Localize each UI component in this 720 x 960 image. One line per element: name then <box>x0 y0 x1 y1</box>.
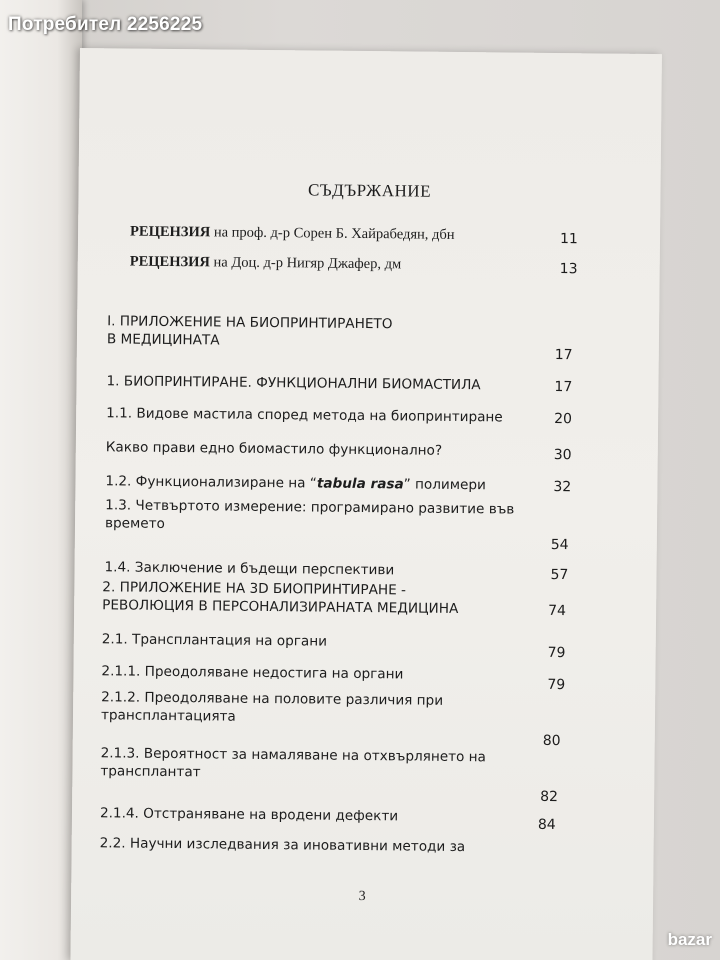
book-page <box>70 48 662 960</box>
toc-page-number: 32 <box>553 478 572 496</box>
toc-entry-line: трансплантацията <box>100 707 236 725</box>
toc-entry-part: 1.2. Функционализиране на “ <box>105 473 317 492</box>
toc-entry-review-2 <box>130 253 402 274</box>
toc-entry-line: Какво прави едно биомастило функционално? <box>105 439 443 459</box>
toc-entry-functional-ink <box>106 438 442 460</box>
toc-entry-2-1-4 <box>100 804 398 825</box>
site-logo: bazar <box>667 930 712 949</box>
toc-page-number: 54 <box>550 536 569 554</box>
toc-entry-1-3 <box>105 496 515 536</box>
toc-entry-line: 2.2. Научни изследвания за иновативни методи за <box>99 835 466 856</box>
toc-entry-line: 2.1.4. Отстраняване на вродени дефекти <box>99 805 399 825</box>
toc-page-number: 79 <box>547 676 566 694</box>
toc-entry-2-1-3 <box>100 744 486 784</box>
user-watermark: Потребител 2256225 <box>8 14 203 35</box>
toc-page-number: 17 <box>554 346 573 364</box>
toc-entry-1-4 <box>104 558 394 579</box>
toc-entry-chapter-2 <box>102 578 458 618</box>
toc-entry-line: 2.1. Трансплантация на органи <box>101 631 328 650</box>
toc-entry-line: 2.1.1. Преодоляване недостига на органи <box>101 663 404 683</box>
toc-page-number: 74 <box>548 602 567 620</box>
toc-entry-section-1 <box>107 312 393 351</box>
toc-entry-line: I. ПРИЛОЖЕНИЕ НА БИОПРИНТИРАНЕТО <box>107 313 393 333</box>
toc-page-number: 79 <box>547 644 566 662</box>
toc-entry-line: РЕВОЛЮЦИЯ В ПЕРСОНАЛИЗИРАНАТА МЕДИЦИНА <box>102 597 459 617</box>
toc-entry-1-2 <box>105 472 486 494</box>
toc-page-number: 11 <box>559 231 578 248</box>
toc-entry-line: 2.1.2. Преодоляване на половите различия при <box>101 689 444 709</box>
toc-entry-line: времето <box>104 515 165 532</box>
left-book-page <box>0 0 82 960</box>
table-of-contents <box>70 48 662 960</box>
toc-page-number: 30 <box>553 446 572 464</box>
toc-entry-1-1 <box>106 404 503 426</box>
toc-entry-line: 1.3. Четвъртото измерение: програмирано развитие във <box>105 497 515 518</box>
page-number: 3 <box>358 888 366 905</box>
toc-page-number: 84 <box>537 816 556 834</box>
toc-entry-line: 1.4. Заключение и бъдещи перспективи <box>104 559 395 579</box>
toc-entry-part: РЕЦЕНЗИЯ <box>129 223 211 241</box>
toc-entry-line: В МЕДИЦИНАТА <box>106 331 220 349</box>
toc-entry-line: 1.1. Видове мастила според метода на биопринтиране <box>106 405 503 426</box>
toc-page-number: 17 <box>554 378 573 396</box>
toc-entry-2-1 <box>102 630 327 650</box>
toc-entry-line: 1. БИОПРИНТИРАНЕ. ФУНКЦИОНАЛНИ БИОМАСТИЛА <box>106 373 481 394</box>
toc-entry-review-1 <box>130 223 455 244</box>
toc-page-number: 13 <box>559 261 578 278</box>
toc-entry-part: на Доц. д-р Нигяр Джафер, дм <box>209 254 402 273</box>
toc-entry-2-1-1 <box>101 662 403 683</box>
toc-entry-line: 2. ПРИЛОЖЕНИЕ НА 3D БИОПРИНТИРАНЕ - <box>102 579 407 599</box>
toc-entry-part: tabula rasa <box>316 475 404 493</box>
toc-entry-part: ” полимери <box>403 476 486 494</box>
toc-entry-line: 2.1.3. Вероятност за намаляване на отхвърлянето на <box>100 745 486 766</box>
toc-heading: СЪДЪРЖАНИЕ <box>307 180 432 201</box>
toc-entry-2-1-2 <box>101 688 443 728</box>
toc-entry-chapter-1 <box>106 372 480 394</box>
toc-page-number: 80 <box>542 732 561 750</box>
toc-page-number: 57 <box>550 566 569 584</box>
toc-entry-part: РЕЦЕНЗИЯ <box>129 253 211 271</box>
toc-entry-line: трансплантат <box>100 763 201 781</box>
toc-entry-2-2 <box>100 834 466 856</box>
toc-entry-part: на проф. д-р Сорен Б. Хайрабедян, дбн <box>210 224 455 243</box>
toc-page-number: 82 <box>540 788 559 806</box>
toc-page-number: 20 <box>554 410 573 428</box>
